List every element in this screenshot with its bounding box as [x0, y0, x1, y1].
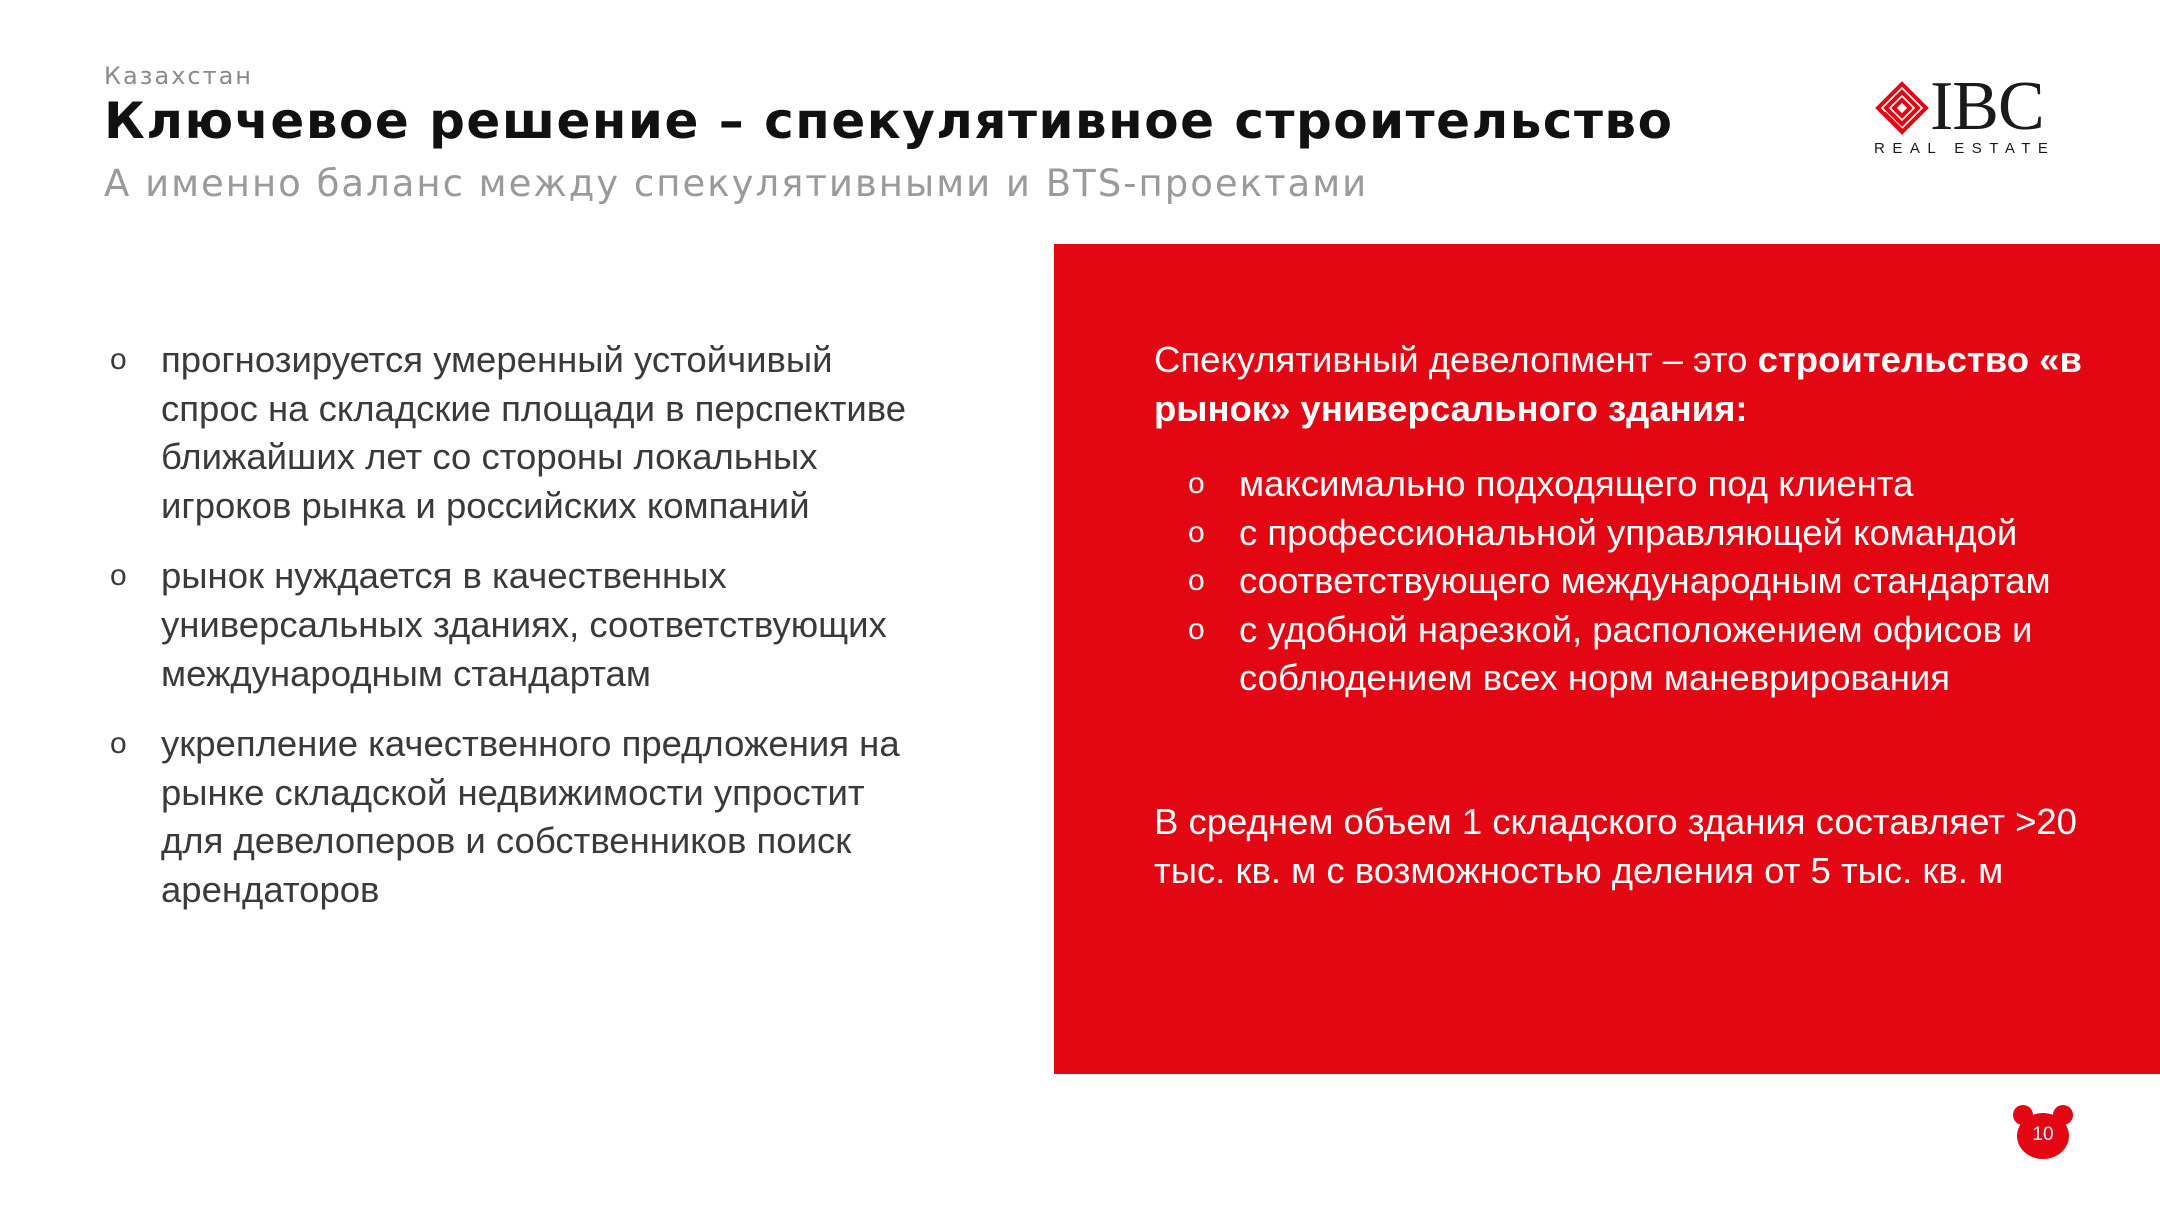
- list-item: [108, 336, 908, 530]
- panel-bullet-list: [1186, 460, 2086, 703]
- list-item-text: максимально подходящего под клиента: [1239, 463, 1914, 504]
- stacked-diamond-logo-icon: [1872, 80, 1932, 136]
- region-label: Казахстан: [104, 62, 253, 90]
- list-item: [1186, 557, 2086, 606]
- page-title: Ключевое решение – спекулятивное строительство: [104, 92, 1674, 150]
- list-item-text: соответствующего международным стандартам: [1239, 560, 2051, 602]
- logo-subtitle: REAL ESTATE: [1874, 140, 2056, 157]
- left-bullet-list: [108, 336, 908, 937]
- ibc-logo: [1872, 68, 2058, 160]
- list-item: [1186, 509, 2086, 558]
- list-item: [108, 720, 908, 914]
- bullet-circle-icon: o: [110, 343, 127, 376]
- page-subtitle: А именно баланс между спекулятивными и BTS-проектами: [104, 162, 1369, 205]
- bullet-circle-icon: o: [1188, 467, 1205, 500]
- panel-intro: [1154, 336, 2114, 433]
- panel-intro-plain: Спекулятивный девелопмент – это: [1154, 339, 1758, 380]
- logo-wordmark: IBC: [1930, 68, 2044, 145]
- list-item-text: с удобной нарезкой, расположением офисов и соблюдением всех норм маневрирования: [1239, 608, 2033, 699]
- bullet-circle-icon: o: [1188, 515, 1205, 549]
- panel-note: В среднем объем 1 складского здания составляет >20 тыс. кв. м с возможностью деления от 5 тыс. кв. м: [1154, 801, 2077, 891]
- panel-intro-bold: строительство «в рынок» универсального здания:: [1154, 339, 2082, 429]
- bullet-circle-icon: o: [1188, 564, 1205, 598]
- page-number: 10: [2032, 1124, 2054, 1145]
- list-item: [1186, 606, 2086, 703]
- highlight-panel: [1054, 244, 2160, 1074]
- list-item-text: укрепление качественного предложения на рынке складской недвижимости упростит для девелоперов и собственников поиск арендаторов: [161, 723, 900, 910]
- list-item-text: рынок нуждается в качественных универсальных зданиях, соответствующих международным стандартам: [161, 555, 887, 694]
- list-item: [108, 552, 908, 698]
- bullet-circle-icon: o: [110, 559, 127, 593]
- list-item-text: с профессиональной управляющей командой: [1239, 511, 2018, 553]
- list-item: [1186, 460, 2086, 509]
- bullet-circle-icon: o: [1188, 612, 1205, 646]
- page-number-badge: [2012, 1104, 2074, 1160]
- list-item-text: прогнозируется умеренный устойчивый спрос на складские площади в перспективе ближайших лет со стороны локальных игроков рынка и российских компаний: [161, 339, 907, 526]
- bullet-circle-icon: o: [110, 727, 127, 761]
